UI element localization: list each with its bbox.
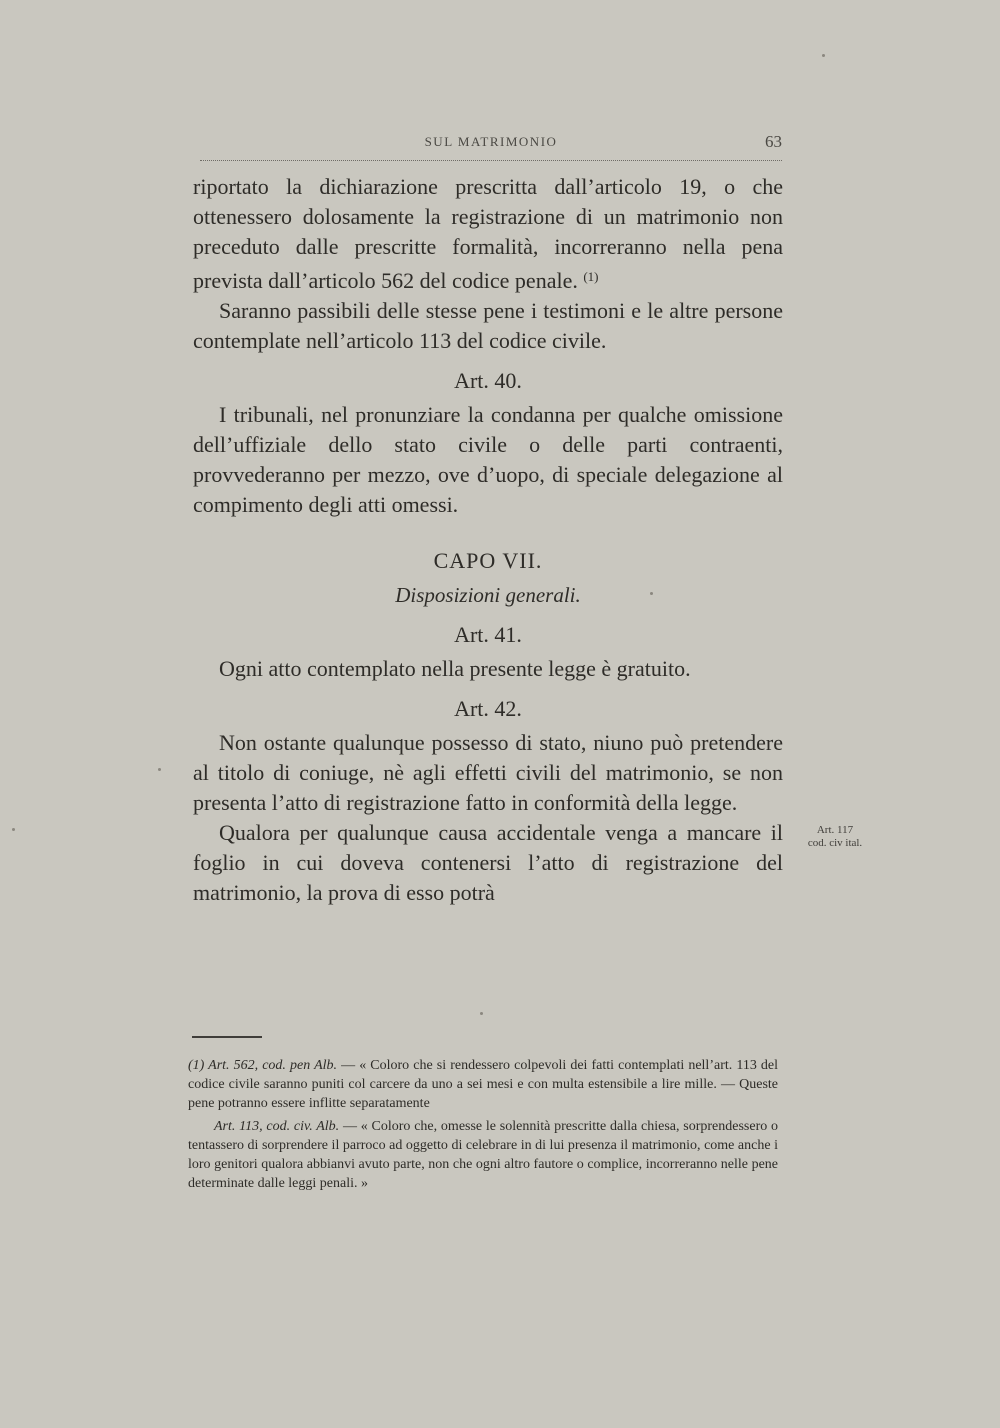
footnote-text: — « Coloro che si rendessero colpevoli dei fatti contemplati nell’art. 113 del codice civile saranno puniti col carcere da uno a sei mesi e con multa estensibile a lire mille. — Queste pene potranno essere inflitte separatamente [188,1058,779,1111]
article-42-text-2: Qualora per qualunque causa accidentale venga a mancare il foglio in cui doveva contenersi l’atto di registrazione del matrimonio, la prova di esso potrà [193,820,783,905]
paper-speck [822,54,825,57]
paragraph-witnesses: Saranno passibili delle stesse pene i testimoni e le altre persone contemplate nell’articolo 113 del codice civile. [193,298,783,353]
footnotes [188,1056,778,1193]
article-heading-42: Art. 42. [454,696,522,721]
page-header [200,134,782,161]
article-42-text-1: Non ostante qualunque possesso di stato, niuno può pretendere al titolo di coniuge, nè agli effetti civili del matrimonio, se non presenta l’atto di registrazione fatto in conformità della legge. [193,730,783,815]
paper-speck [12,828,15,831]
article-heading-40: Art. 40. [454,368,522,393]
paper-speck [650,592,653,595]
footnote-mark: (1) [583,269,599,284]
paragraph-text: riportato la dichiarazione prescritta dall’articolo 19, o che ottenessero dolosamente la registrazione di un matrimonio non preceduto dalle prescritte formalità, incorreranno nella pena prevista dall’articolo 562 del codice penale. [193,174,783,293]
margin-note [792,824,878,850]
margin-note-line: cod. civ ital. [807,837,863,849]
footnote-ref: Art. 113, cod. civ. Alb. [214,1119,340,1134]
paper-speck [158,768,161,771]
article-41-text: Ogni atto contemplato nella presente legge è gratuito. [219,656,691,681]
chapter-heading: CAPO VII. [433,548,543,573]
footnote-1 [188,1056,778,1113]
chapter-subtitle: Disposizioni generali. [395,583,581,607]
page-number: 63 [765,132,782,151]
article-heading-41: Art. 41. [454,622,522,647]
main-text [193,172,783,908]
article-40-text: I tribunali, nel pronunziare la condanna per qualche omissione dell’uffiziale dello stato civile o delle parti contraenti, provvederanno per mezzo, ove d’uopo, di speciale delegazione al compimento degli atti omessi. [193,402,783,517]
running-head: SUL MATRIMONIO [424,134,558,149]
footnote-2 [188,1117,778,1193]
footnote-text: — « Coloro che, omesse le solennità prescritte dalla chiesa, sorprendessero o tentassero di sorprendere il parroco ad oggetto di celebrare in di lui presenza il matrimonio, come anche i loro genitori qualora abbianvi avuto parte, non che ogni altro fautore o complice, incorreranno nelle pene determinate dalle leggi penali. » [188,1119,779,1191]
paragraph-continuation [193,172,783,296]
paper-speck [480,1012,483,1015]
margin-note-line: Art. 117 [816,824,854,836]
footnote-ref: (1) Art. 562, cod. pen Alb. [188,1058,338,1073]
footnote-rule [192,1036,262,1038]
